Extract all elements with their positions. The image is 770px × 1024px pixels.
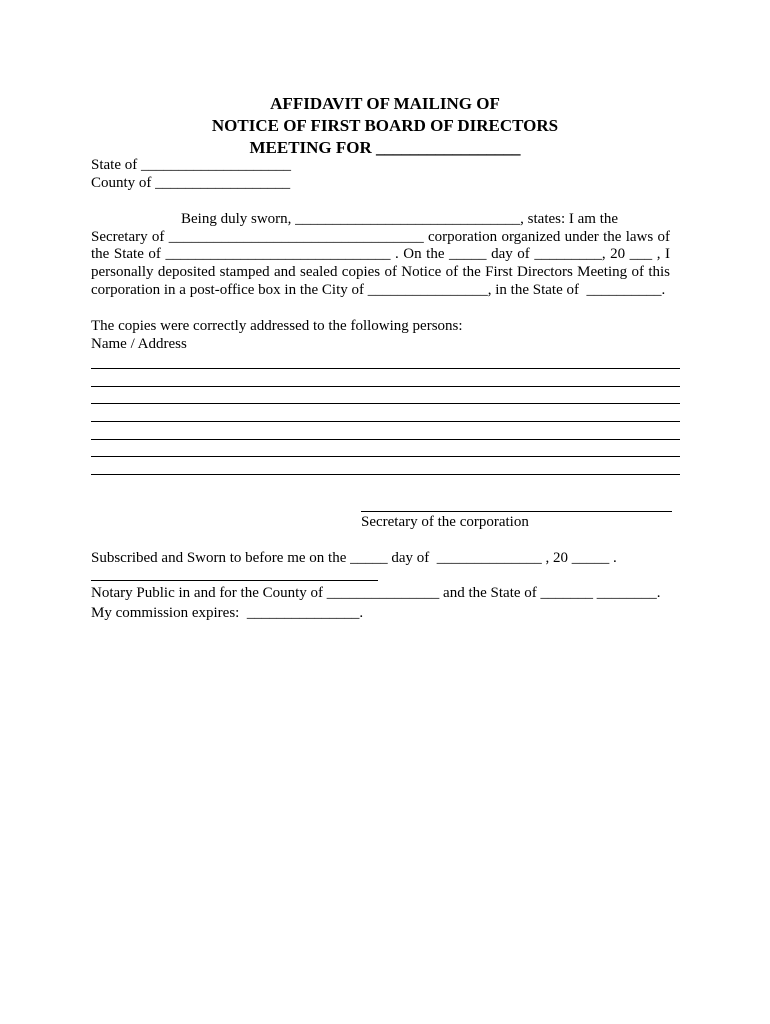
title-line-1: AFFIDAVIT OF MAILING OF	[270, 94, 500, 113]
body-line-3: the State of ______________________________ . On the _____ day of _________, 20 ___ , I	[91, 246, 670, 262]
address-blank-line	[91, 439, 680, 440]
state-of-field: State of ____________________	[91, 157, 291, 173]
signature-line	[361, 511, 672, 512]
address-blank-line	[91, 368, 680, 369]
address-blank-line	[91, 474, 680, 475]
commission-expires-line: My commission expires: _______________.	[91, 605, 364, 621]
address-blank-line	[91, 403, 680, 404]
address-blank-line	[91, 456, 680, 457]
address-blank-line	[91, 421, 680, 422]
title-line-2: NOTICE OF FIRST BOARD OF DIRECTORS	[211, 116, 559, 135]
subscribed-line: Subscribed and Sworn to before me on the _____ day of ______________ , 20 _____ .	[91, 550, 617, 566]
county-of-field: County of __________________	[91, 175, 291, 191]
recipients-intro: The copies were correctly addressed to the following persons:	[91, 318, 463, 334]
body-line-5: corporation in a post-office box in the City of ________________, in the State of __________.	[91, 282, 666, 298]
title-line-3: MEETING FOR _________________	[249, 138, 521, 157]
notary-signature-line	[91, 580, 378, 581]
recipients-header: Name / Address	[91, 336, 187, 352]
address-blank-line	[91, 386, 680, 387]
body-line-4: personally deposited stamped and sealed copies of Notice of the First Directors Meeting of this	[91, 264, 670, 280]
body-line-1: Being duly sworn, ______________________________, states: I am the	[181, 211, 619, 227]
notary-public-line: Notary Public in and for the County of _______________ and the State of _______ ________.	[91, 585, 661, 601]
signature-label: Secretary of the corporation	[361, 514, 529, 530]
body-line-2: Secretary of __________________________________ corporation organized under the laws of	[91, 229, 670, 245]
